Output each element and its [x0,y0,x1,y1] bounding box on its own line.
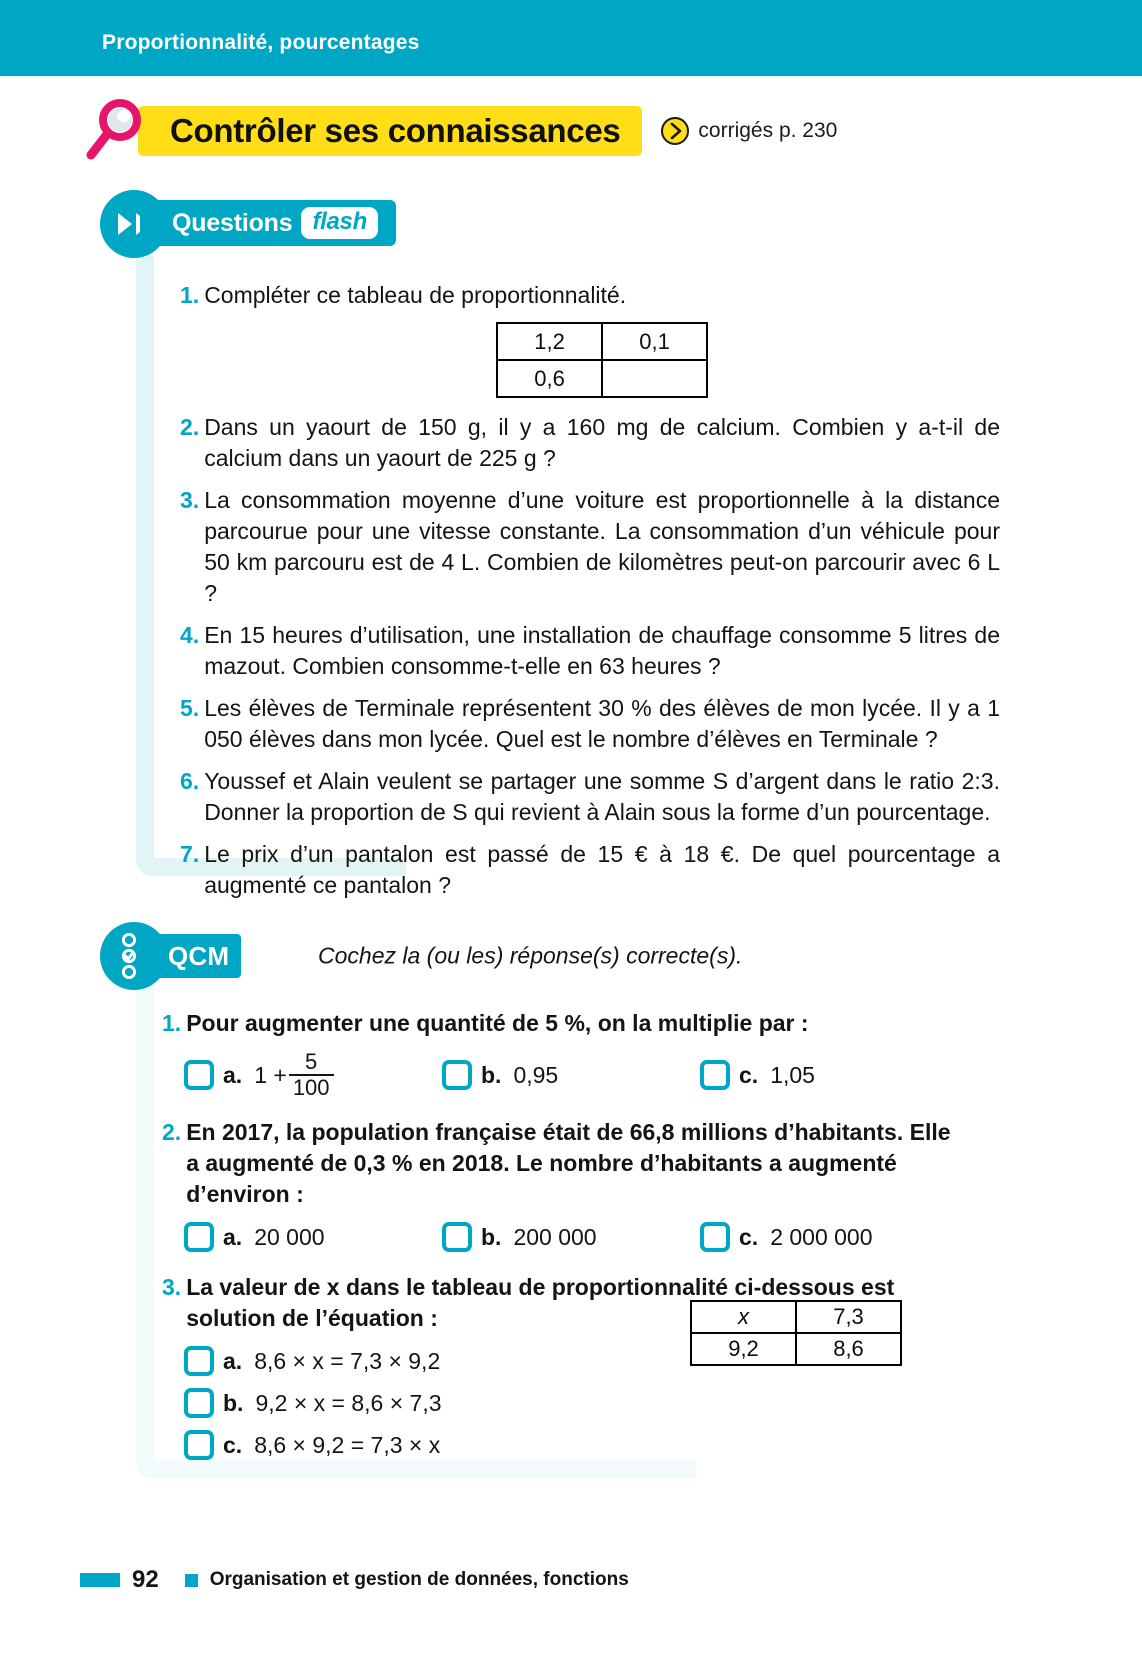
section-title-banner [138,106,642,156]
fraction-numerator: 5 [305,1049,318,1074]
question-number: 3. [162,1274,182,1300]
qcm-1-option-a[interactable] [184,1051,442,1099]
table-cell: 7,3 [796,1301,901,1333]
flash-question-4 [180,620,1000,682]
qcm-1-options [184,1051,1012,1099]
proportionality-table-1 [496,322,708,398]
table-cell: 8,6 [796,1333,901,1365]
question-number: 7. [180,841,200,867]
question-number: 6. [180,768,200,794]
chapter-title: Proportionnalité, pourcentages [102,31,420,54]
magnifier-icon [80,98,146,164]
question-text: La valeur de x dans le tableau de proportionnalité ci-dessous est solution de l’équation : [186,1274,895,1331]
table-cell: x [691,1301,796,1333]
question-text: Dans un yaourt de 150 g, il y a 160 mg de calcium. Combien y a-t-il de calcium dans un yaourt de 225 g ? [204,414,1000,471]
checkbox[interactable] [700,1222,730,1252]
option-text [254,1051,335,1099]
option-letter: b. [481,1061,502,1088]
table-cell: 0,6 [497,360,602,397]
qcm-2-option-b[interactable] [442,1222,700,1252]
qcm-question-2 [162,1117,1012,1252]
checkbox[interactable] [442,1222,472,1252]
option-text: 8,6 × 9,2 = 7,3 × x [254,1431,441,1458]
question-text: Les élèves de Terminale représentent 30 % des élèves de mon lycée. Il y a 1 050 élèves dans mon lycée. Quel est le nombre d’élèves en Terminale ? [204,695,1000,752]
flash-badge-label: Questions [172,208,293,237]
option-text: 8,6 × x = 7,3 × 9,2 [254,1347,441,1374]
qcm-3-option-c[interactable] [184,1430,1012,1460]
proportionality-table-1-wrap [204,311,1000,401]
qcm-badge-tab [140,934,241,978]
qcm-instruction: Cochez la (ou les) réponse(s) correcte(s). [318,942,743,969]
option-text: 20 000 [254,1223,325,1250]
arrow-right-circle-icon [660,116,690,146]
option-letter: c. [223,1431,243,1458]
flash-question-1 [180,280,1000,401]
section-title-text: Contrôler ses connaissances [170,112,621,149]
section-title-row [80,104,837,158]
table-cell: 0,1 [602,323,707,360]
flash-question-5 [180,693,1000,755]
qcm-2-option-a[interactable] [184,1222,442,1252]
question-number: 4. [180,622,200,648]
question-number: 2. [180,414,200,440]
flash-badge-pill: flash [301,207,378,239]
flash-questions-list [180,280,1000,901]
qcm-rail [136,968,154,1478]
option-text: 200 000 [513,1223,597,1250]
qcm-3-option-a[interactable] [184,1346,1012,1376]
qcm-badge [100,922,1020,990]
fraction [289,1051,334,1099]
question-text: Youssef et Alain veulent se partager une somme S d’argent dans le ratio 2:3. Donner la proportion de S qui revient à Alain sous la forme d’un pourcentage. [204,768,1000,825]
footer-section-label: Organisation et gestion de données, fonctions [209,1569,629,1590]
qcm-2-option-c[interactable] [700,1222,958,1252]
qcm-question-3 [162,1272,1012,1460]
checkbox[interactable] [442,1060,472,1090]
question-number: 2. [162,1119,182,1145]
table-row [497,323,707,360]
footer-accent-bar [80,1573,120,1587]
option-letter: a. [223,1223,243,1250]
flash-question-7 [180,839,1000,901]
qcm-badge-label: QCM [168,940,230,971]
corriges-label: corrigés p. 230 [698,119,838,142]
option-letter: a. [223,1061,243,1088]
option-letter: b. [481,1223,502,1250]
question-text: Compléter ce tableau de proportionnalité. [204,282,627,308]
option-text: 0,95 [513,1061,559,1088]
question-text: En 2017, la population française était de 66,8 millions d’habitants. Elle a augmenté de 0,3 % en 2018. Le nombre d’habitants a augmenté d’environ : [186,1119,951,1207]
option-letter: a. [223,1347,243,1374]
qcm-3-option-b[interactable] [184,1388,1012,1418]
question-number: 3. [180,487,200,513]
option-text: 9,2 × x = 8,6 × 7,3 [255,1389,442,1416]
question-text: Pour augmenter une quantité de 5 %, on la multiplie par : [186,1010,809,1036]
question-text: La consommation moyenne d’une voiture est proportionnelle à la distance parcourue pour une vitesse constante. La consommation d’un véhicule pour 50 km parcouru est de 4 L. Combien de kilomètres peut-on parcourir avec 6 L ? [204,487,1000,606]
option-letter: b. [223,1389,244,1416]
checkbox[interactable] [184,1060,214,1090]
option-expression: 1 + [254,1061,287,1088]
checkbox[interactable] [184,1388,214,1418]
checkbox[interactable] [184,1346,214,1376]
corriges-link[interactable] [660,116,837,146]
flash-question-2 [180,412,1000,474]
checkbox[interactable] [700,1060,730,1090]
option-text: 1,05 [770,1061,815,1088]
checkbox[interactable] [184,1430,214,1460]
flash-rail [136,236,154,876]
qcm-1-option-b[interactable] [442,1060,700,1090]
page-number: 92 [132,1566,159,1593]
qcm-question-1 [162,1008,1012,1099]
option-letter: c. [739,1061,759,1088]
option-letter: c. [739,1223,759,1250]
table-cell: 9,2 [691,1333,796,1365]
qcm-rail-bottom [136,1460,696,1478]
question-text: Le prix d’un pantalon est passé de 15 € à 18 €. De quel pourcentage a augmenté ce pantalon ? [204,841,1000,898]
flash-badge-tab [140,200,396,246]
footer-square-icon [185,1574,198,1587]
question-text: En 15 heures d’utilisation, une installation de chauffage consomme 5 litres de mazout. Combien consomme-t-elle en 63 heures ? [204,622,1000,679]
table-cell-empty[interactable] [602,360,707,397]
qcm-questions-list [162,1008,1012,1460]
question-number: 5. [180,695,200,721]
qcm-2-options [184,1222,1012,1252]
flash-question-6 [180,766,1000,828]
question-number: 1. [180,282,200,308]
option-text: 2 000 000 [770,1223,873,1250]
checkbox[interactable] [184,1222,214,1252]
table-cell: 1,2 [497,323,602,360]
page-footer [80,1566,629,1594]
fraction-denominator: 100 [292,1075,330,1100]
qcm-1-option-c[interactable] [700,1060,958,1090]
qcm-section [100,922,1020,1472]
flash-question-3 [180,485,1000,609]
qcm-3-options [184,1346,1012,1460]
question-number: 1. [162,1010,182,1036]
flash-badge [100,190,1020,258]
questions-flash-section [100,190,1020,912]
table-row [497,360,707,397]
